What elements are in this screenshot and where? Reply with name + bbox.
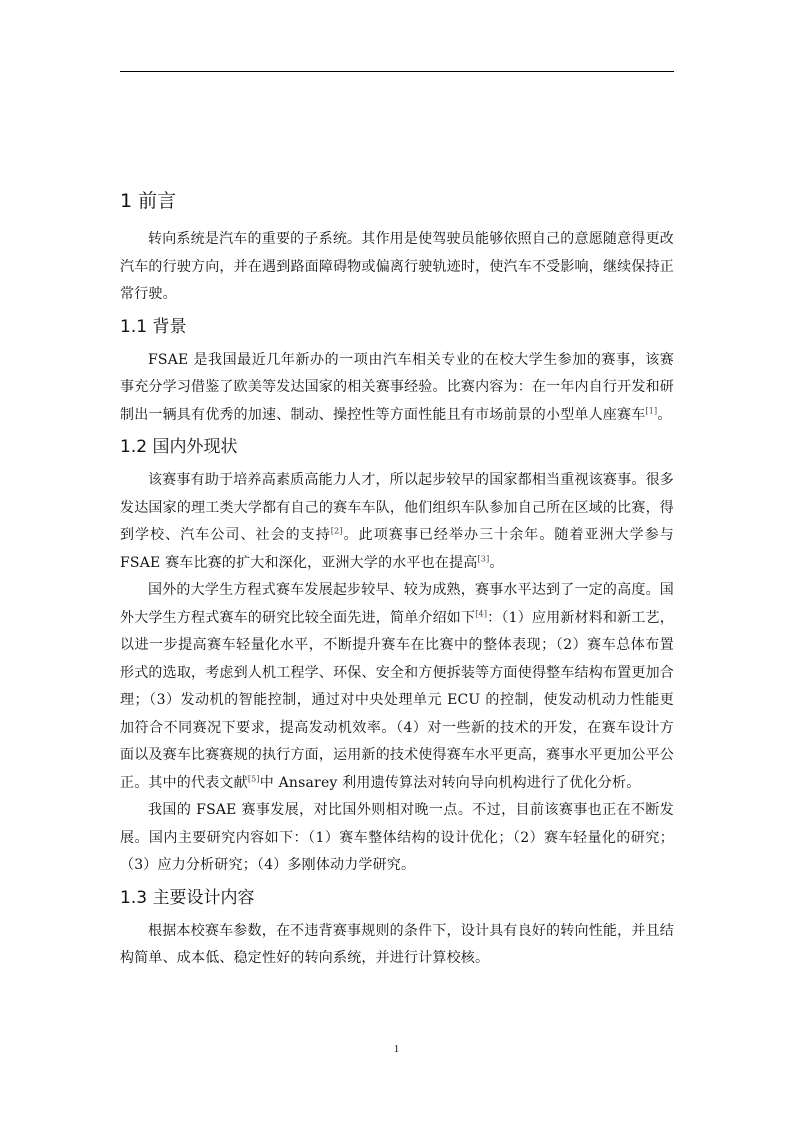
paragraph-status-1 [120, 467, 674, 577]
page-content [120, 186, 674, 973]
text-run: 中 Ansarey 利用遗传算法对转向导向机构进行了优化分析。 [259, 774, 641, 791]
citation-ref: [5] [247, 773, 260, 783]
section-title-status: 1.2 国内外现状 [120, 437, 238, 457]
text-run: 。 [657, 406, 672, 423]
paragraph-background [120, 347, 674, 430]
citation-ref: [3] [477, 553, 490, 563]
citation-ref: [4] [475, 608, 488, 618]
paragraph-design: 根据本校赛车参数，在不违背赛事规则的条件下，设计具有良好的转向性能，并且结构简单、成本低、稳定性好的转向系统，并进行计算校核。 [120, 922, 674, 966]
text-run: 国外的大学生方程式赛车发展起步较早、较为成熟，赛事水平达到了一定的高度。国外大学生方程式赛车的研究比较全面先进，简单介绍如下 [120, 582, 674, 626]
paragraph-intro: 转向系统是汽车的重要的子系统。其作用是使驾驶员能够依照自己的意愿随意得更改汽车的行驶方向，并在遇到路面障碍物或偏离行驶轨迹时，使汽车不受影响，继续保持正常行驶。 [120, 231, 674, 302]
page-number: 1 [393, 1043, 400, 1055]
section-title-design: 1.3 主要设计内容 [120, 887, 255, 908]
header-rule [120, 71, 674, 72]
citation-ref: [1] [645, 405, 658, 415]
section-title-background: 1.1 背景 [120, 316, 187, 337]
paragraph-status-3: 我国的 FSAE 赛事发展，对比国外则相对晚一点。不过，目前该赛事也正在不断发展。国内主要研究内容如下：（1）赛车整体结构的设计优化；（2）赛车轻量化的研究；（3）应力分析研究；（4）多刚体动力学研究。 [120, 802, 674, 873]
text-run: 。 [489, 554, 504, 571]
section-title-intro: 1 前言 [120, 190, 177, 212]
text-run: FSAE 是我国最近几年新办的一项由汽车相关专业的在校大学生参加的赛事，该赛事充分学习借鉴了欧美等发达国家的相关赛事经验。比赛内容为：在一年内自行开发和研制出一辆具有优秀的加速、制动、操控性等方面性能且有市场前景的小型单人座赛车 [120, 351, 674, 423]
citation-ref: [2] [330, 526, 343, 536]
text-run: 。此项赛事已经举办三十余年。随着亚洲大学参与 FSAE 赛车比赛的扩大和深化，亚洲大学的水平也在提高 [120, 527, 674, 571]
text-run: ：（1）应用新材料和新工艺，以进一步提高赛车轻量化水平，不断提升赛车在比赛中的整体表现；（2）赛车总体布置形式的选取，考虑到人机工程学、环保、安全和方便拆装等方面使得整车结构布置更加合理；（3）发动机的智能控制，通过对中央处理单元 ECU 的控制，使发动机动力性能更加符合不同赛况下要求，提高发动机效率。（4）对一些新的技术的开发，在赛车设计方面以及赛车比赛赛规的执行方面，运用新的技术使得赛车水平更高，赛事水平更加公平公正。其中的代表文献 [120, 609, 674, 791]
paragraph-status-2 [120, 577, 674, 797]
text-run: 该赛事有助于培养高素质高能力人才，所以起步较早的国家都相当重视该赛事。很多发达国家的理工类大学都有自己的赛车车队，他们组织车队参加自己所在区域的比赛，得到学校、汽车公司、社会的支持 [120, 472, 674, 543]
